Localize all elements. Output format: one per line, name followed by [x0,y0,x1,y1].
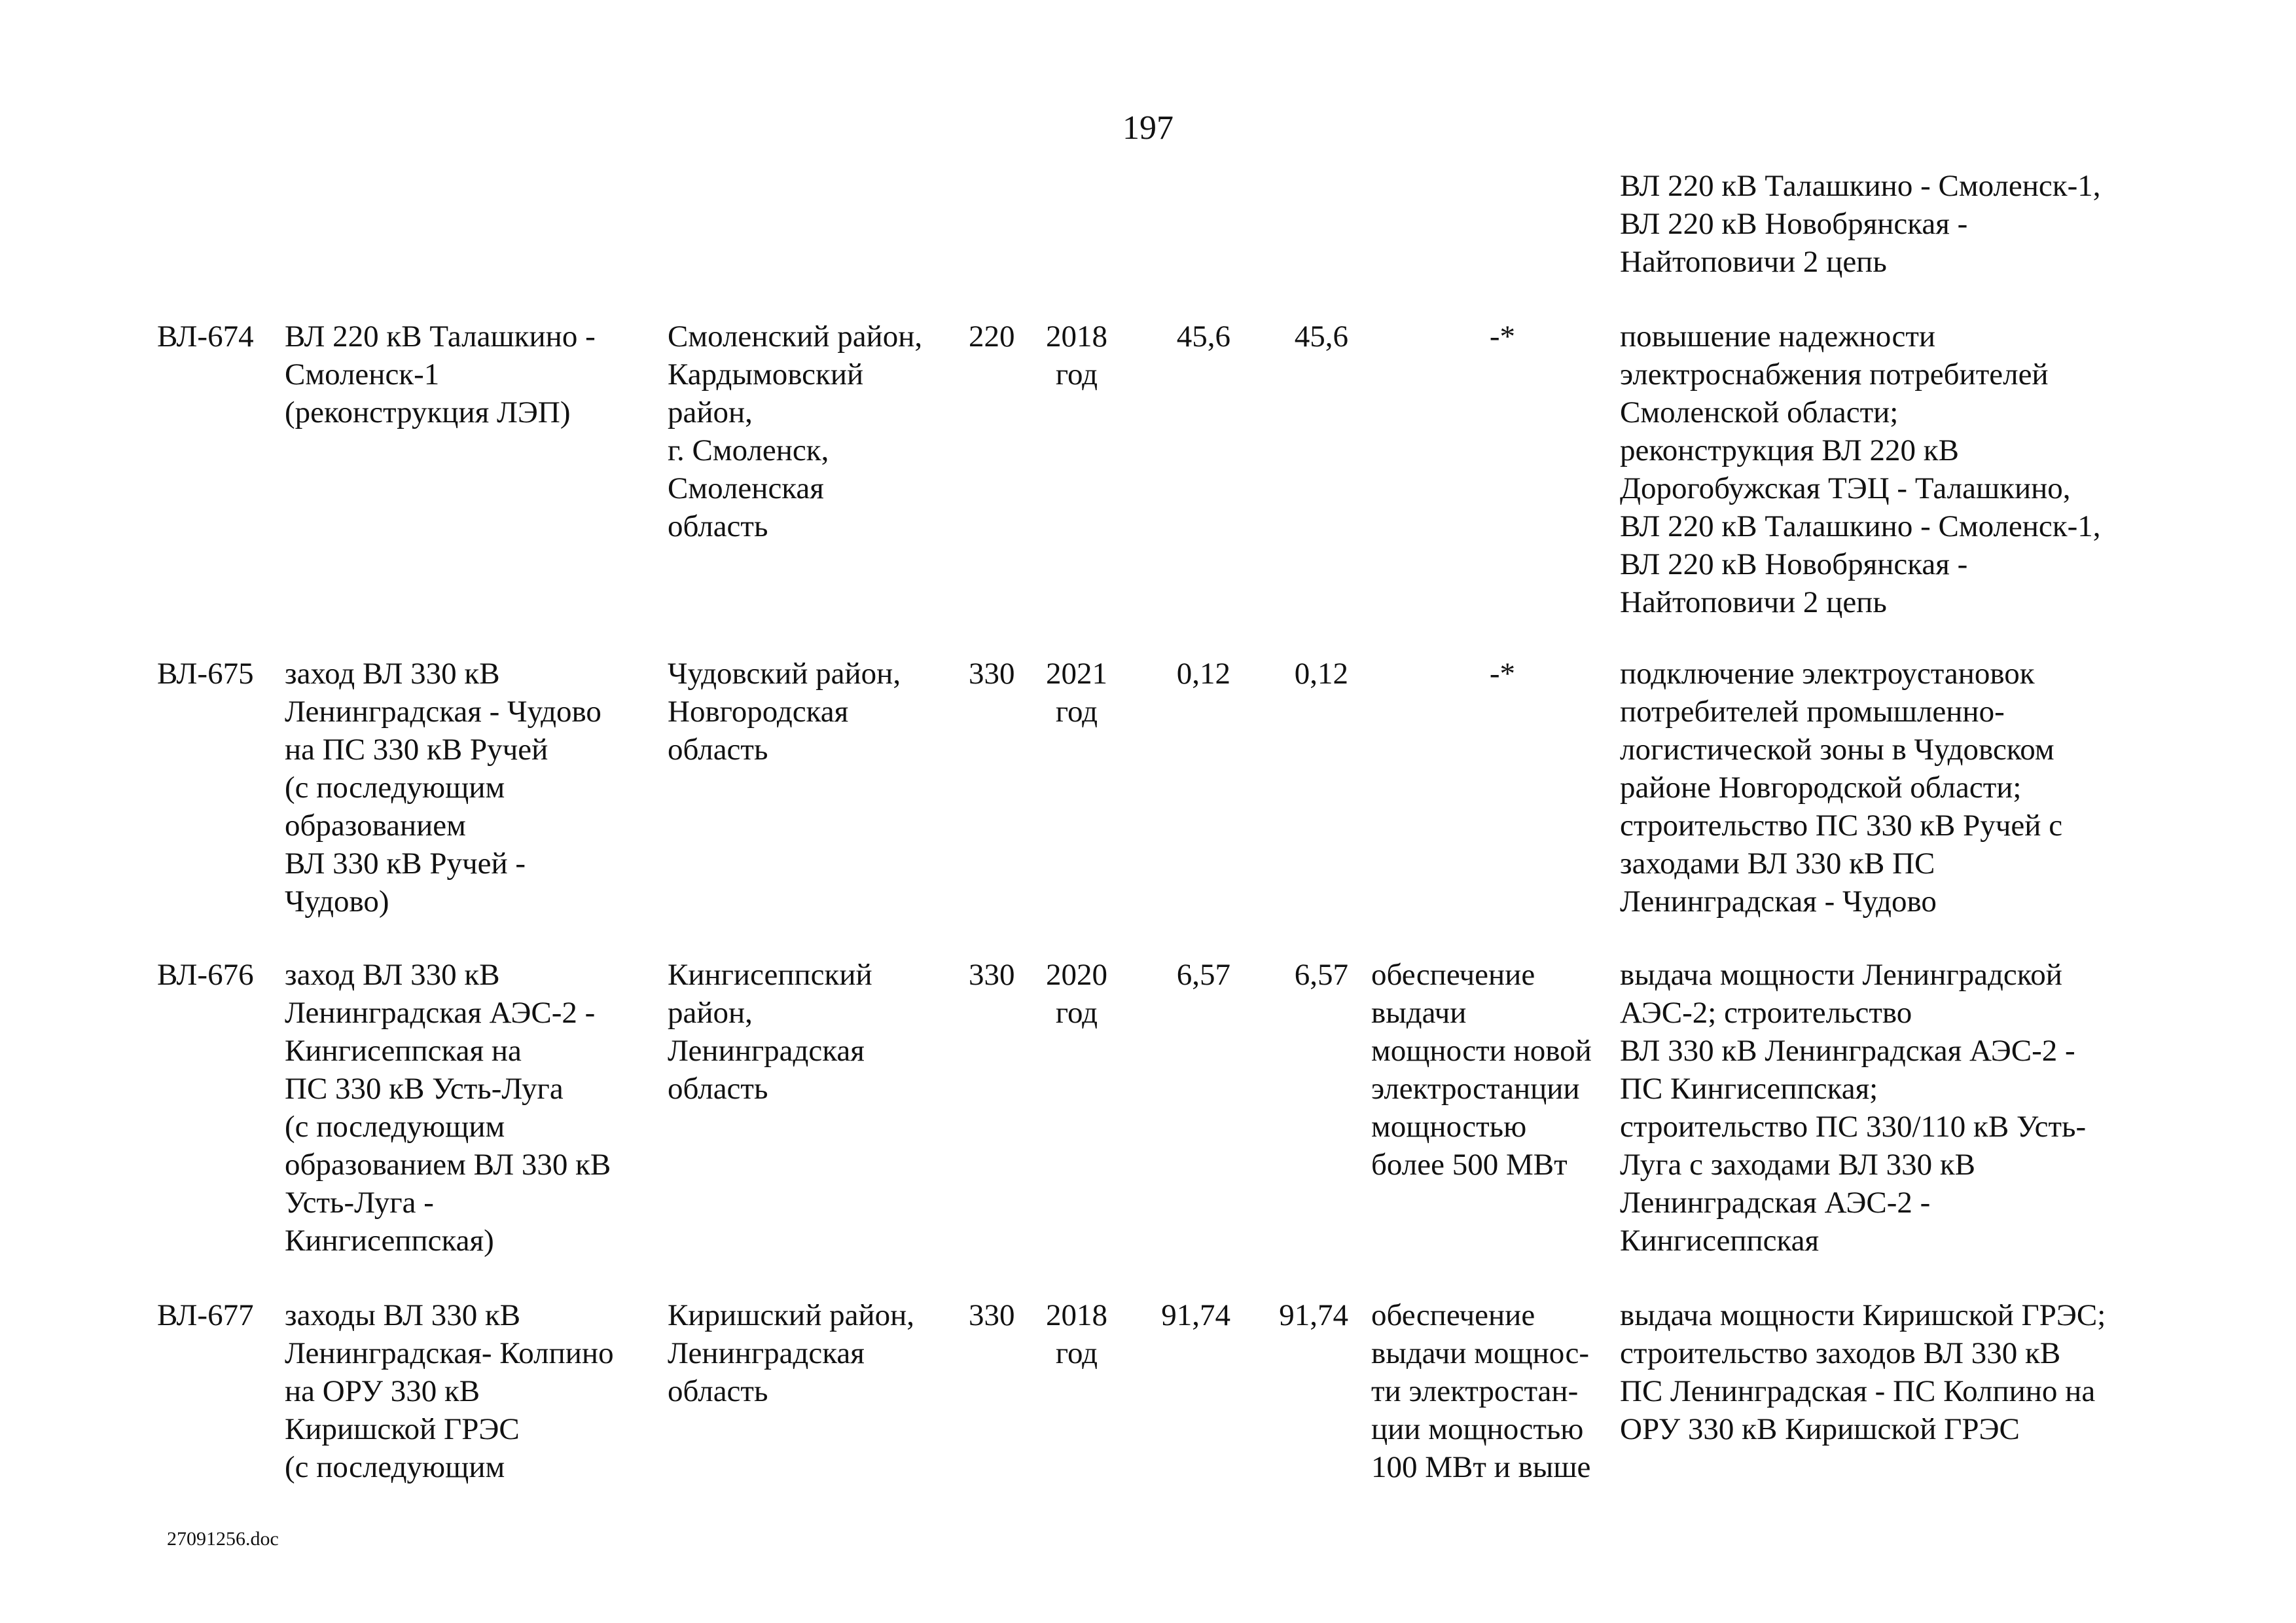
line-length-2: 0,12 [1294,657,1348,691]
line-location: Чудовский район, Новгородская область [668,657,901,767]
line-location: Киришский район, Ленинградская область [668,1298,915,1408]
line-length-2: 6,57 [1294,958,1348,992]
line-purpose: -* [1489,657,1515,691]
line-length-1: 45,6 [1176,319,1230,354]
line-voltage: 220 [969,319,1015,354]
line-year: 2020 год [1046,958,1107,1030]
line-purpose: обеспечение выдачи мощности новой электростанции мощностью более 500 МВт [1371,958,1592,1182]
line-length-1: 0,12 [1176,657,1230,691]
line-purpose: -* [1489,319,1515,354]
line-name: заход ВЛ 330 кВ Ленинградская АЭС-2 - Кингисеппская на ПС 330 кВ Усть-Луга (с последующим образованием ВЛ 330 кВ Усть-Луга - Кингисеппская) [285,958,611,1258]
line-name: ВЛ 220 кВ Талашкино - Смоленск-1 (реконструкция ЛЭП) [285,319,596,429]
line-length-1: 6,57 [1176,958,1230,992]
line-length-2: 45,6 [1294,319,1348,354]
line-purpose: обеспечение выдачи мощнос- ти электростан- ции мощностью 100 МВт и выше [1371,1298,1591,1484]
page-number: 197 [1122,109,1174,147]
line-location: Кингисеппский район, Ленинградская область [668,958,872,1106]
line-name: заход ВЛ 330 кВ Ленинградская - Чудово на ПС 330 кВ Ручей (с последующим образованием ВЛ 330 кВ Ручей - Чудово) [285,657,601,919]
continued-description: ВЛ 220 кВ Талашкино - Смоленск-1, ВЛ 220 кВ Новобрянская - Найтоповичи 2 цепь [1620,169,2101,279]
line-code: ВЛ-676 [157,958,254,992]
line-voltage: 330 [969,958,1015,992]
line-code: ВЛ-677 [157,1298,254,1332]
line-name: заходы ВЛ 330 кВ Ленинградская- Колпино на ОРУ 330 кВ Киришской ГРЭС (с последующим [285,1298,614,1484]
line-description: повышение надежности электроснабжения потребителей Смоленской области; реконструкция ВЛ 220 кВ Дорогобужская ТЭЦ - Талашкино, ВЛ 220 кВ Талашкино - Смоленск-1, ВЛ 220 кВ Новобрянская - Найтоповичи 2 цепь [1620,319,2101,619]
line-description: выдача мощности Ленинградской АЭС-2; строительство ВЛ 330 кВ Ленинградская АЭС-2 - ПС Кингисеппская; строительство ПС 330/110 кВ Усть- Луга с заходами ВЛ 330 кВ Ленинградская АЭС-2 - Кингисеппская [1620,958,2087,1258]
line-code: ВЛ-674 [157,319,254,354]
line-location: Смоленский район, Кардымовский район, г. Смоленск, Смоленская область [668,319,923,543]
line-code: ВЛ-675 [157,657,254,691]
line-description: выдача мощности Киришской ГРЭС; строительство заходов ВЛ 330 кВ ПС Ленинградская - ПС Колпино на ОРУ 330 кВ Киришской ГРЭС [1620,1298,2106,1446]
line-year: 2018 год [1046,319,1107,392]
line-year: 2021 год [1046,657,1107,729]
footer-filename: 27091256.doc [167,1528,279,1550]
line-length-2: 91,74 [1279,1298,1348,1332]
line-description: подключение электроустановок потребителей промышленно- логистической зоны в Чудовском районе Новгородской области; строительство ПС 330 кВ Ручей с заходами ВЛ 330 кВ ПС Ленинградская - Чудово [1620,657,2063,919]
line-voltage: 330 [969,657,1015,691]
line-year: 2018 год [1046,1298,1107,1370]
line-voltage: 330 [969,1298,1015,1332]
line-length-1: 91,74 [1161,1298,1230,1332]
